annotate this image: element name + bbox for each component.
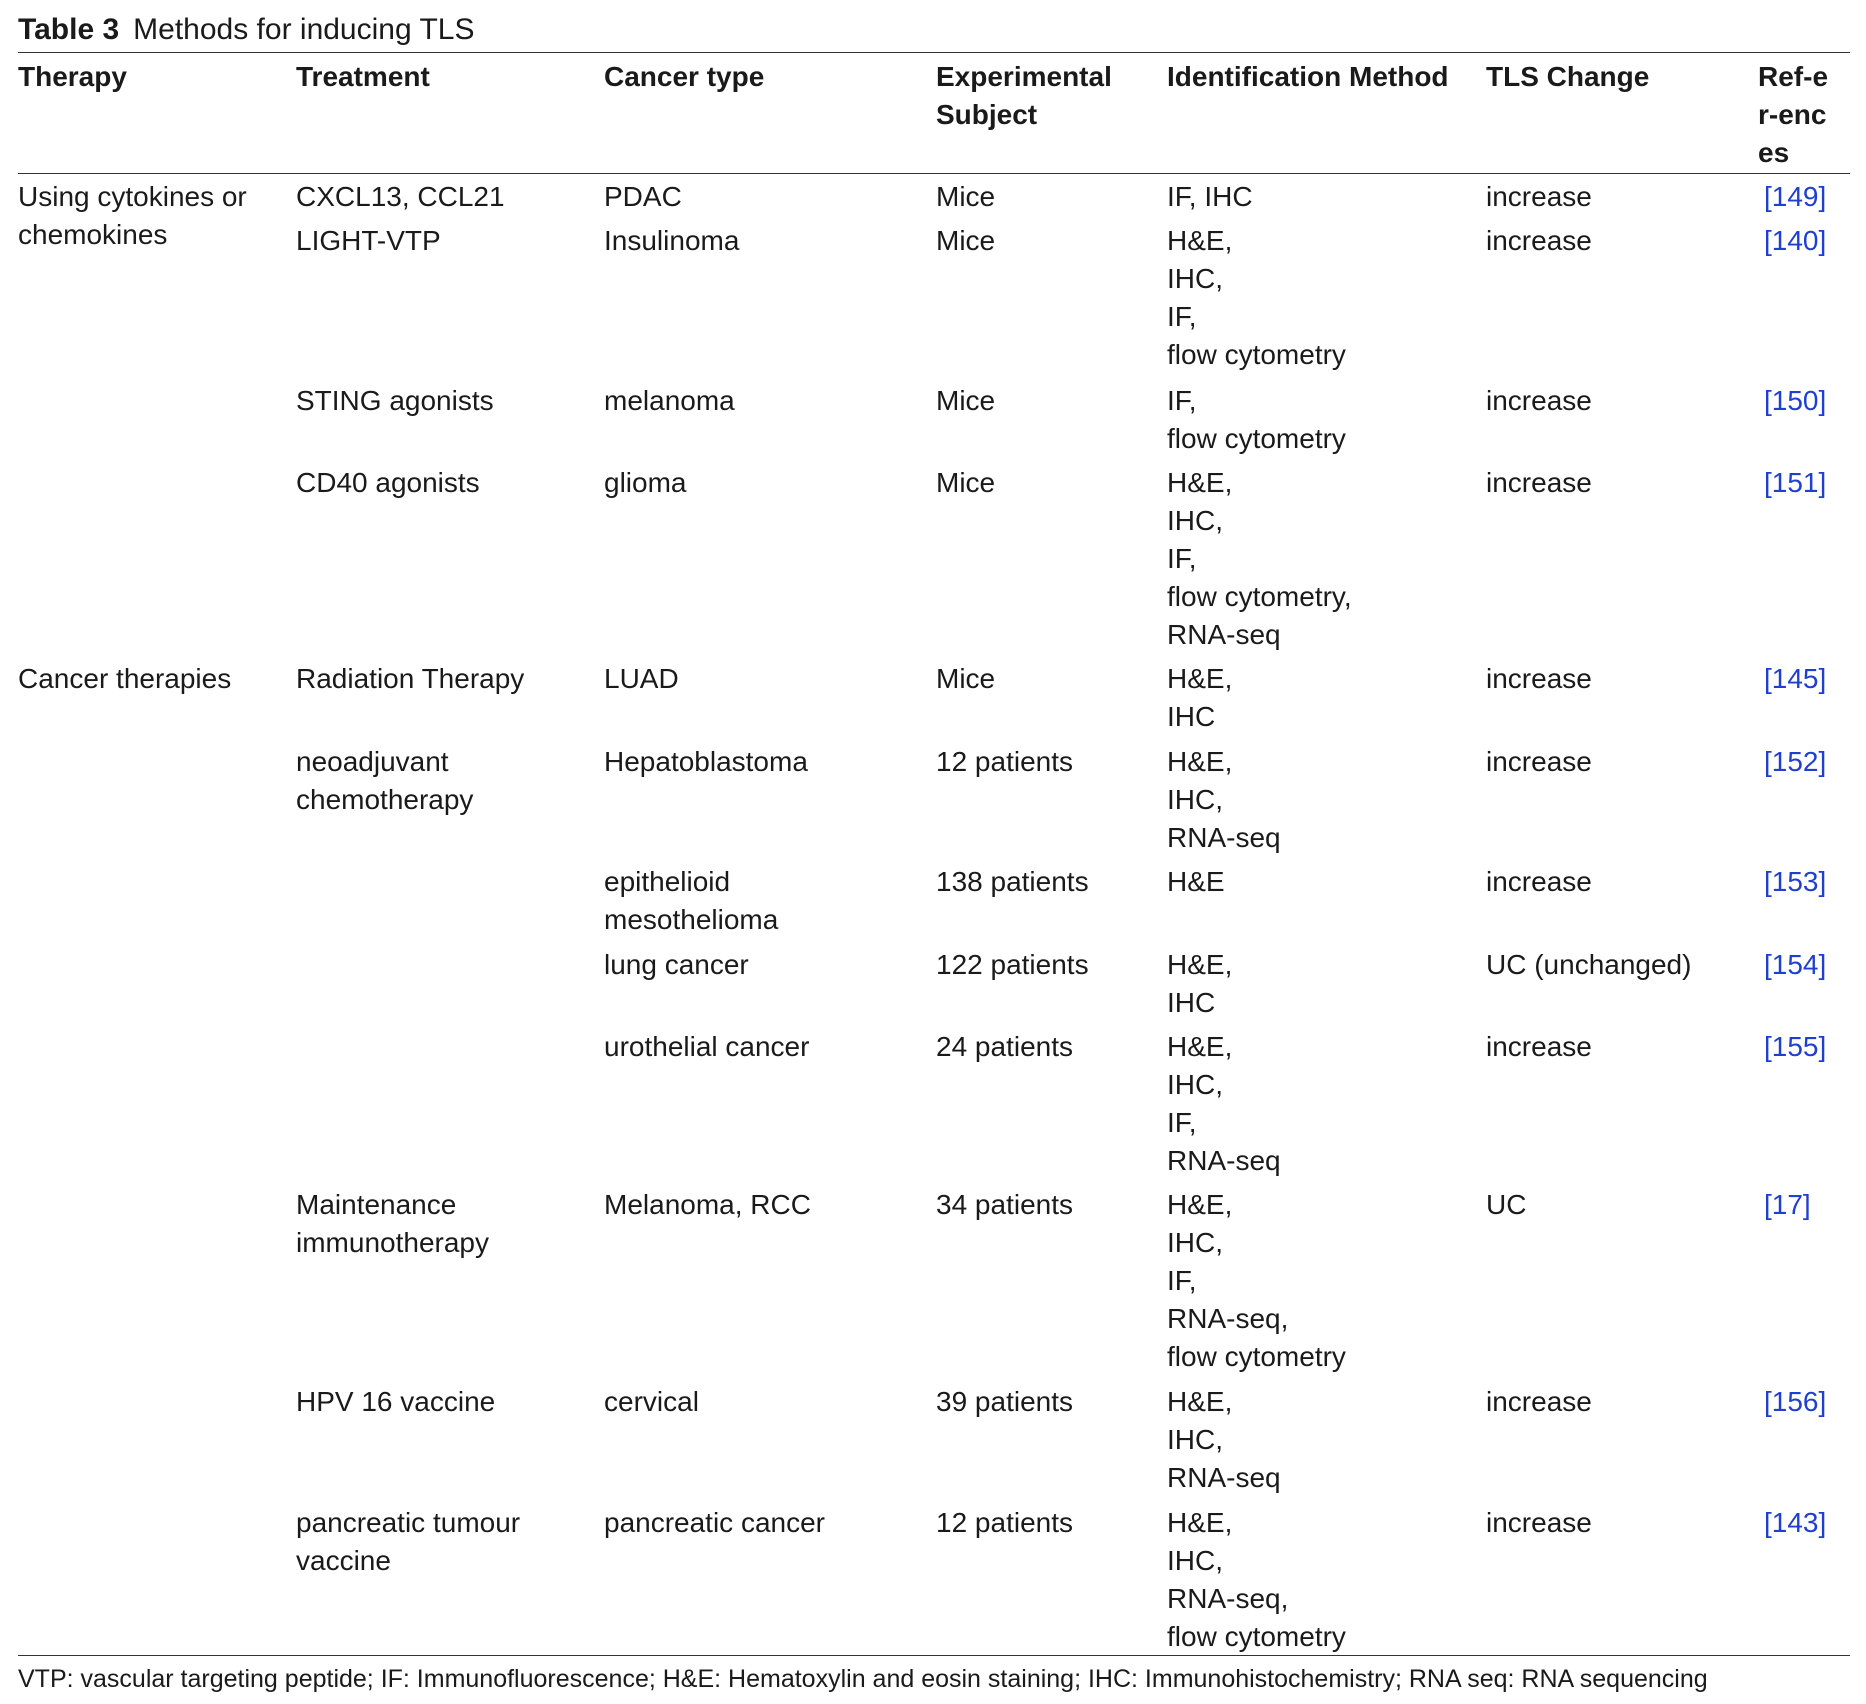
cell-tls-change: increase — [1486, 467, 1592, 498]
cell-therapy: Using cytokines or chemokines — [18, 181, 247, 250]
cell-reference[interactable]: [154] — [1764, 949, 1827, 980]
header-experimental-subject: Experimental Subject — [936, 61, 1112, 130]
cell-cancer-type: urothelial cancer — [604, 1031, 810, 1062]
cell-cancer-type: cervical — [604, 1386, 699, 1417]
cell-cancer-type: PDAC — [604, 181, 682, 212]
cell-cancer-type: pancreatic cancer — [604, 1507, 826, 1538]
cell-treatment: HPV 16 vaccine — [296, 1386, 496, 1417]
header-therapy: Therapy — [18, 61, 127, 92]
cell-tls-change: increase — [1486, 225, 1592, 256]
header-identification-method: Identification Method — [1167, 61, 1449, 92]
cell-reference[interactable]: [143] — [1764, 1507, 1827, 1538]
cell-identification-method: H&E, IHC, RNA-seq, flow cytometry — [1167, 1507, 1346, 1652]
cell-identification-method: H&E, IHC, RNA-seq — [1167, 746, 1281, 853]
cell-tls-change: increase — [1486, 866, 1592, 897]
cell-treatment: pancreatic tumour vaccine — [296, 1507, 521, 1576]
cell-cancer-type: melanoma — [604, 385, 735, 416]
cell-reference[interactable]: [150] — [1764, 385, 1827, 416]
cell-tls-change: increase — [1486, 385, 1592, 416]
header-treatment: Treatment — [296, 61, 430, 92]
cell-identification-method: H&E, IHC, IF, flow cytometry — [1167, 225, 1346, 370]
cell-reference[interactable]: [155] — [1764, 1031, 1827, 1062]
cell-treatment: neoadjuvant chemotherapy — [296, 746, 474, 815]
header-cancer-type: Cancer type — [604, 61, 765, 92]
cell-treatment: CD40 agonists — [296, 467, 480, 498]
cell-treatment: Radiation Therapy — [296, 663, 525, 694]
cell-tls-change: increase — [1486, 1031, 1592, 1062]
cell-subject: 138 patients — [936, 866, 1089, 897]
cell-identification-method: H&E, IHC, IF, RNA-seq, flow cytometry — [1167, 1189, 1346, 1372]
table-footnote: VTP: vascular targeting peptide; IF: Immunofluorescence; H&E: Hematoxylin and eosin staining; IHC: Immunohistochemistry; RNA seq: RNA sequencing — [18, 1665, 1708, 1693]
table-label: Table 3 — [18, 13, 120, 46]
cell-reference[interactable]: [156] — [1764, 1386, 1827, 1417]
cell-subject: 12 patients — [936, 1507, 1073, 1538]
cell-therapy: Cancer therapies — [18, 663, 232, 694]
cell-subject: 39 patients — [936, 1386, 1073, 1417]
bottom-rule — [18, 1655, 1850, 1656]
cell-subject: 24 patients — [936, 1031, 1073, 1062]
cell-treatment: Maintenance immunotherapy — [296, 1189, 489, 1258]
cell-tls-change: increase — [1486, 1386, 1592, 1417]
cell-identification-method: H&E, IHC, RNA-seq — [1167, 1386, 1281, 1493]
cell-identification-method: H&E, IHC — [1167, 949, 1233, 1018]
header-tls-change: TLS Change — [1486, 61, 1650, 92]
cell-subject: 34 patients — [936, 1189, 1073, 1220]
cell-subject: 122 patients — [936, 949, 1089, 980]
cell-treatment: STING agonists — [296, 385, 494, 416]
cell-identification-method: IF, flow cytometry — [1167, 385, 1346, 454]
cell-subject: Mice — [936, 663, 996, 694]
cell-treatment: CXCL13, CCL21 — [296, 181, 505, 212]
cell-cancer-type: epithelioid mesothelioma — [604, 866, 779, 935]
cell-treatment: LIGHT-VTP — [296, 225, 441, 256]
cell-cancer-type: Melanoma, RCC — [604, 1189, 811, 1220]
table-title: Methods for inducing TLS — [133, 13, 475, 46]
cell-tls-change: increase — [1486, 1507, 1592, 1538]
cell-reference[interactable]: [145] — [1764, 663, 1827, 694]
top-rule — [18, 52, 1850, 53]
cell-identification-method: H&E, IHC, IF, RNA-seq — [1167, 1031, 1281, 1176]
cell-tls-change: increase — [1486, 746, 1592, 777]
cell-identification-method: IF, IHC — [1167, 181, 1253, 212]
cell-tls-change: increase — [1486, 181, 1592, 212]
cell-reference[interactable]: [152] — [1764, 746, 1827, 777]
cell-cancer-type: Insulinoma — [604, 225, 740, 256]
header-rule — [18, 173, 1850, 174]
cell-subject: 12 patients — [936, 746, 1073, 777]
cell-tls-change: UC — [1486, 1189, 1527, 1220]
cell-tls-change: UC (unchanged) — [1486, 949, 1692, 980]
cell-reference[interactable]: [149] — [1764, 181, 1827, 212]
cell-identification-method: H&E, IHC — [1167, 663, 1233, 732]
cell-subject: Mice — [936, 467, 996, 498]
cell-reference[interactable]: [151] — [1764, 467, 1827, 498]
header-references: Ref-er-ences — [1758, 61, 1829, 168]
cell-subject: Mice — [936, 181, 996, 212]
cell-cancer-type: LUAD — [604, 663, 679, 694]
cell-subject: Mice — [936, 225, 996, 256]
cell-identification-method: H&E, IHC, IF, flow cytometry, RNA-seq — [1167, 467, 1352, 650]
cell-cancer-type: lung cancer — [604, 949, 749, 980]
cell-reference[interactable]: [140] — [1764, 225, 1827, 256]
cell-identification-method: H&E — [1167, 866, 1225, 897]
cell-reference[interactable]: [153] — [1764, 866, 1827, 897]
cell-cancer-type: glioma — [604, 467, 687, 498]
table-caption — [18, 10, 474, 50]
cell-subject: Mice — [936, 385, 996, 416]
cell-reference[interactable]: [17] — [1764, 1189, 1811, 1220]
cell-tls-change: increase — [1486, 663, 1592, 694]
cell-cancer-type: Hepatoblastoma — [604, 746, 808, 777]
